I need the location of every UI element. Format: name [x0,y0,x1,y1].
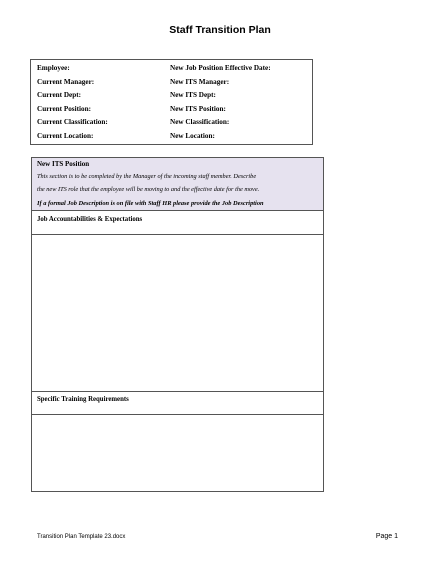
footer-page-number: Page 1 [375,533,398,540]
current-position-label: Current Position: [37,104,91,113]
current-classification-label: Current Classification: [37,118,108,126]
instruction-text: the new ITS role that the employee will be moving to and the effective date for the move. [37,186,260,193]
new-classification-label: New Classification: [170,118,230,126]
footer-filename: Transition Plan Template 23.docx [37,534,126,540]
current-manager-label: Current Manager: [37,77,95,86]
document-title: Staff Transition Plan [169,24,271,36]
effective-date-label: New Job Position Effective Date: [170,64,271,72]
current-location-label: Current Location: [37,131,94,140]
employee-info-box [30,59,313,145]
divider [32,414,323,415]
info-row [37,116,308,129]
divider [32,391,323,392]
new-position-table [31,157,324,492]
section-heading: New ITS Position [37,160,90,168]
current-dept-label: Current Dept: [37,91,81,99]
new-position-label: New ITS Position: [170,104,226,113]
new-position-header [32,158,323,211]
training-label: Specific Training Requirements [37,396,129,403]
new-location-label: New Location: [170,131,215,140]
instruction-text: This section is to be completed by the Manager of the incoming staff member. Describe [37,173,257,180]
employee-label: Employee: [37,64,70,72]
new-manager-label: New ITS Manager: [170,77,230,86]
info-row [37,130,308,143]
info-row [37,103,308,116]
divider [32,234,323,235]
accountabilities-label: Job Accountabilities & Expectations [37,216,143,223]
new-dept-label: New ITS Dept: [170,91,216,99]
job-description-note: If a formal Job Description is on file with Staff HR please provide the Job Description [37,200,264,207]
info-row [37,62,308,75]
info-row [37,76,308,89]
info-row [37,89,308,102]
